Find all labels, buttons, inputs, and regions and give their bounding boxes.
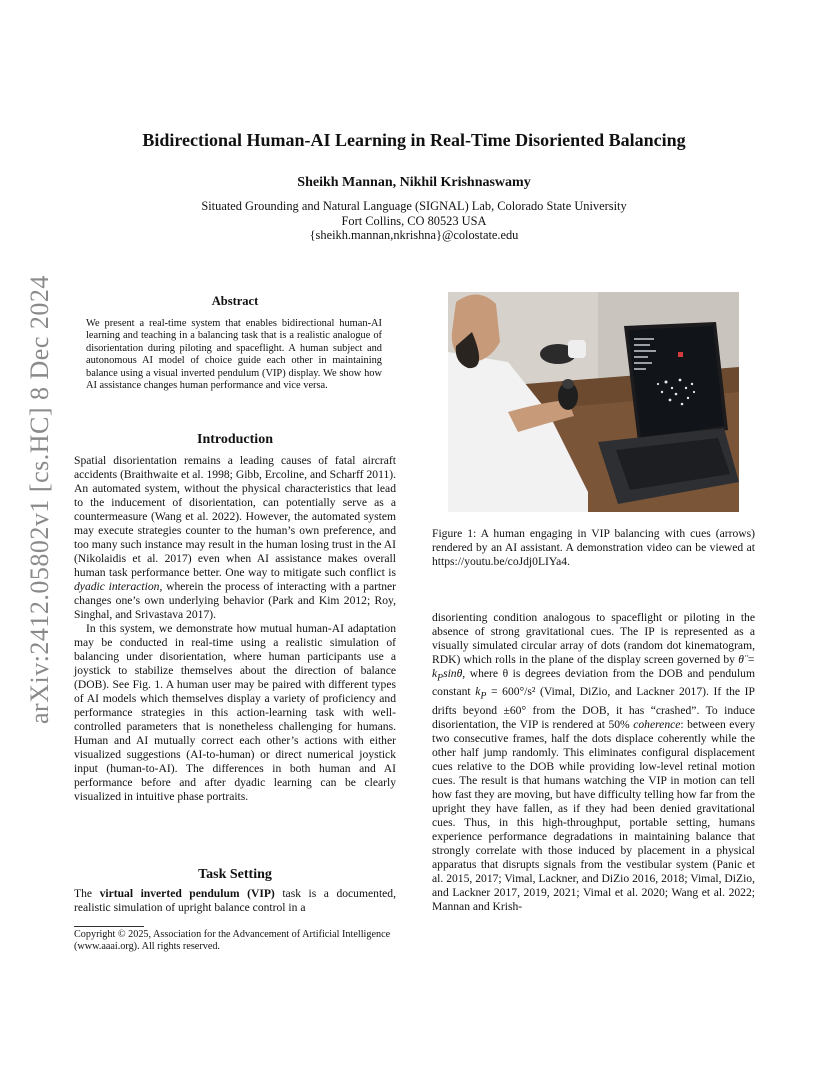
cue-arrow	[678, 352, 683, 357]
pendulum-constant-sub: P	[480, 690, 487, 702]
abstract-text: We present a real-time system that enables bidirectional human-AI learning and teaching in a balancing task that is a realistic analogue of disorientation during piloting and spaceflight. A human subject and autonomous AI model of choice guide each other in maintaining balance using a visual inverted pendulum (VIP) display. We show how AI assistance changes human performance and vice versa.	[86, 318, 382, 392]
footnote-rule	[74, 926, 144, 927]
affiliation-email: {sheikh.mannan,nkrishna}@colostate.edu	[309, 228, 519, 242]
figure-1-caption: Figure 1: A human engaging in VIP balancing with cues (arrows) rendered by an AI assistant. A demonstration video can be viewed at https://youtu.be/coJdj0LIYa4.	[432, 527, 755, 568]
equation-theta: θ̈ = k	[432, 653, 755, 680]
rc-text-3: (Vimal, DiZio, and Lackner 2017). If the IP drifts beyond ±60° from the DOB, it has “crashed”. To induce disorientation, the VIP is rendered at 50%	[432, 685, 755, 731]
intro-p1-emphasis: dyadic interaction	[74, 580, 160, 593]
introduction-paragraph-1	[74, 454, 396, 622]
paper-authors: Sheikh Mannan, Nikhil Krishnaswamy	[297, 175, 531, 190]
task-p-end: task is a documented, realistic simulation of upright balance control in a	[74, 887, 397, 914]
introduction-body	[74, 454, 396, 804]
rc-text-2: , where θ is degrees deviation from the DOB and pendulum constant	[432, 667, 755, 699]
introduction-paragraph-2: In this system, we demonstrate how mutual human-AI adaptation may be conducted in real-time using a realistic simulation of balancing under disorientation, where human participants use a joystick to stabilize themselves about the direction of balance (DOB). See Fig. 1. A human user may be paired with different types of AI models which themselves display a variety of proficiency and performance strategies in this action-learning task with well-controlled parameters that is nonetheless challenging for humans. Human and AI mutually correct each other’s actions with either visualized suggestions (AI-to-human) or direct numerical joystick input (human-to-AI). The differences in both human and AI performance before and after dyadic learning can be clearly visualized in intuitive phase portraits.	[74, 622, 396, 803]
right-column-body	[432, 611, 755, 914]
affiliation-block	[74, 199, 754, 243]
right-column-paragraph	[432, 611, 755, 914]
task-p-start: The	[74, 887, 93, 900]
abstract-heading: Abstract	[211, 294, 259, 308]
copyright-footnote: Copyright © 2025, Association for the Advancement of Artificial Intelligence (www.aaai.org). All rights reserved.	[74, 929, 391, 953]
task-setting-body	[74, 887, 396, 915]
arxiv-identifier: arXiv:2412.05802v1 [cs.HC] 8 Dec 2024	[25, 275, 54, 725]
equation-sin: sinθ	[443, 667, 463, 680]
charger	[568, 340, 586, 358]
affiliation-city: Fort Collins, CO 80523 USA	[341, 213, 487, 228]
pendulum-constant-symbol: k	[475, 685, 481, 699]
figure-1-photo	[448, 292, 739, 512]
task-setting-heading: Task Setting	[198, 867, 272, 882]
task-setting-paragraph	[74, 887, 396, 915]
equation-sub: P	[437, 672, 444, 684]
intro-p1-text: Spatial disorientation remains a leading causes of fatal aircraft accidents (Braithwaite et al. 1998; Gibb, Ercoline, and Scharff 2011). An automated system, without the physical characteristics that lead to the inducement of disorientation, can potentially serve as a countermeasure (Wang et al. 2022). However, the automated system may execute strategies counter to the human’s own preference, and too many such instance may result in the human losing trust in the AI (Nikolaidis et al. 2017) even when AI assistance makes overall human task performance better. One way to mitigate such conflict is	[74, 454, 396, 579]
pendulum-constant-value: = 600°/s²	[486, 685, 536, 699]
introduction-heading: Introduction	[197, 432, 273, 447]
laptop-display	[628, 326, 724, 438]
rc-text-4: : between every two consecutive frames, half the dots displace coherently while the other half jump randomly. This eliminates configural displacement cues relative to the DOB while providing low-level retinal motion cues. The result is that humans watching the VIP in motion can tell how fast they are moving, but have difficulty telling how far from the upright they have fallen, as if they had been denied gravitational cues. Thus, in this high-throughput, portable setting, humans experience performance degradations in maintaining balance that strongly correlate with those induced by placement in a physical apparatus that disrupts signals from the vestibular system (Panic et al. 2015, 2017; Vimal, Lackner, and DiZio 2016, 2018; Vimal, DiZio, and Lackner 2017, 2019, 2021; Vimal et al. 2020; Wang et al. 2022; Mannan and Krish-	[432, 717, 755, 913]
intro-p1-end: , wherein the process of interacting with a partner changes one’s own underlying behavior (Park and Kim 2012; Roy, Singhal, and Srivastava 2017).	[74, 580, 396, 621]
coherence-term: coherence	[633, 717, 681, 731]
rc-text-1: disorienting condition analogous to spaceflight or piloting in the absence of strong gravitational cues. The IP is represented as a visually simulated circular array of dots (random dot kinematogram, RDK) which rolls in the plane of the display screen governed by	[432, 611, 755, 666]
task-p-bold: virtual inverted pendulum (VIP)	[99, 887, 275, 900]
paper-title: Bidirectional Human-AI Learning in Real-Time Disoriented Balancing	[142, 130, 686, 150]
affiliation-lab: Situated Grounding and Natural Language (SIGNAL) Lab, Colorado State University	[201, 199, 627, 213]
joystick-top	[562, 379, 574, 389]
photo-illustration	[448, 292, 739, 512]
